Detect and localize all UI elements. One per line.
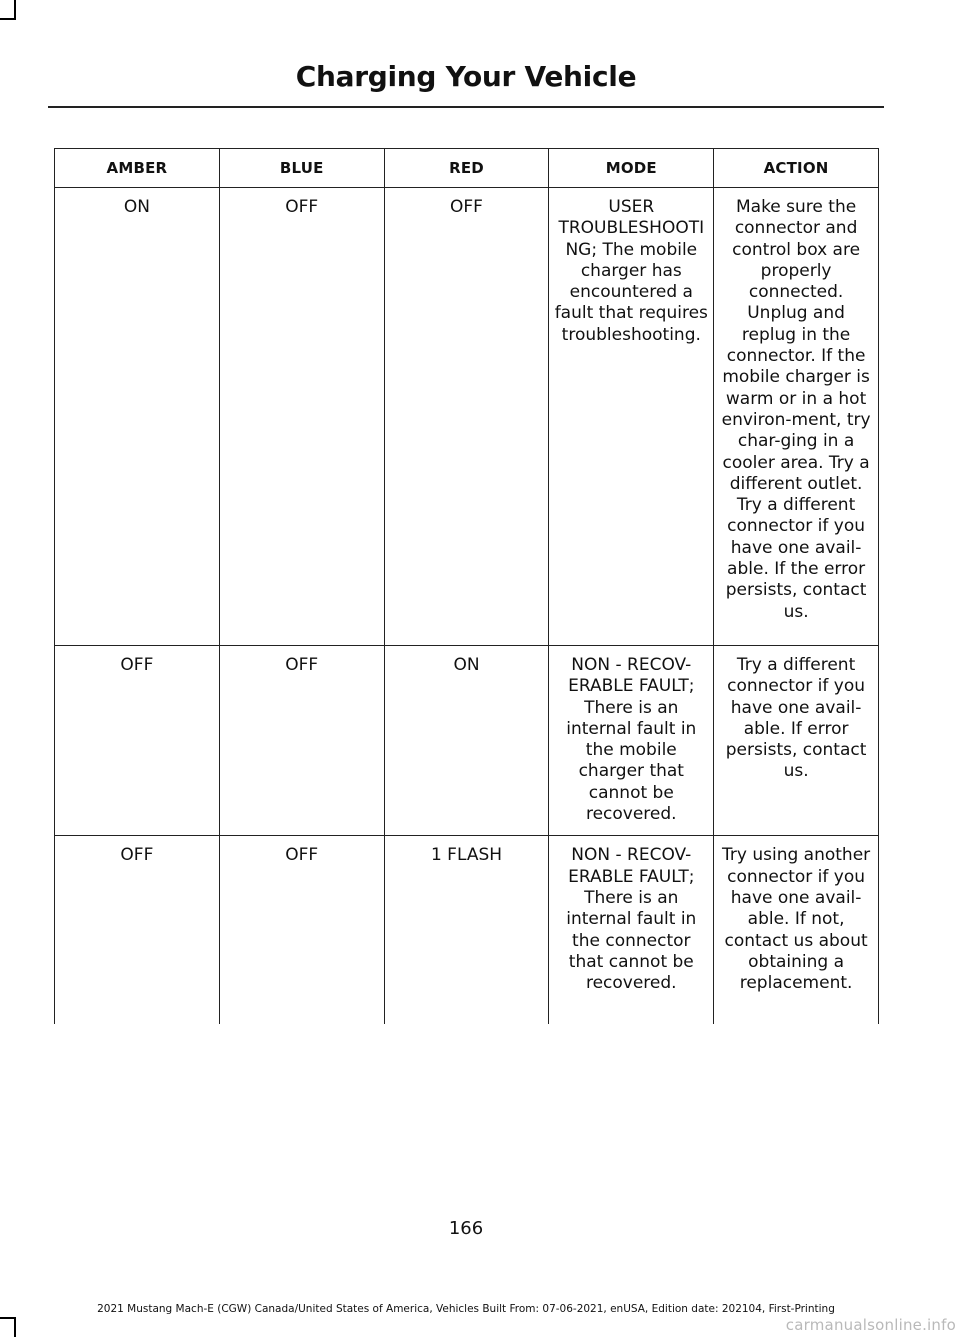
status-light-table bbox=[54, 148, 879, 1024]
column-header-mode: MODE bbox=[549, 149, 714, 188]
red-cell: OFF bbox=[384, 188, 549, 646]
red-cell: 1 FLASH bbox=[384, 836, 549, 1024]
column-header-blue: BLUE bbox=[219, 149, 384, 188]
action-cell: Make sure the connector and control box are properly connected. Unplug and replug in the connector. If the mobile charger is warm or in a hot environ-ment, try char-ging in a cooler area. Try a different outlet. Try a different connector if you have one avail-able. If the error persists, contact us. bbox=[714, 188, 879, 646]
column-header-action: ACTION bbox=[714, 149, 879, 188]
crop-mark bbox=[0, 18, 16, 20]
page-title: Charging Your Vehicle bbox=[295, 60, 637, 93]
mode-cell: NON - RECOV-ERABLE FAULT; There is an internal fault in the mobile charger that cannot be recovered. bbox=[549, 646, 714, 836]
page-number: 166 bbox=[448, 1218, 484, 1239]
table-header-row bbox=[55, 149, 879, 188]
amber-cell: OFF bbox=[55, 646, 220, 836]
watermark-logo: carmanualsonline.info bbox=[785, 1316, 956, 1334]
table-row bbox=[55, 836, 879, 1024]
table-row bbox=[55, 646, 879, 836]
crop-mark bbox=[0, 1317, 16, 1319]
title-divider bbox=[48, 106, 884, 108]
blue-cell: OFF bbox=[219, 646, 384, 836]
action-cell: Try a different connector if you have one avail-able. If error persists, contact us. bbox=[714, 646, 879, 836]
column-header-amber: AMBER bbox=[55, 149, 220, 188]
amber-cell: ON bbox=[55, 188, 220, 646]
footer-text: 2021 Mustang Mach-E (CGW) Canada/United States of America, Vehicles Built From: 07-06-2021, enUSA, Edition date: 202104, First-Printing bbox=[97, 1303, 835, 1315]
action-cell: Try using another connector if you have one avail-able. If not, contact us about obtaining a replacement. bbox=[714, 836, 879, 1024]
crop-mark bbox=[14, 0, 16, 20]
amber-cell: OFF bbox=[55, 836, 220, 1024]
column-header-red: RED bbox=[384, 149, 549, 188]
blue-cell: OFF bbox=[219, 188, 384, 646]
mode-cell: NON - RECOV-ERABLE FAULT; There is an internal fault in the connector that cannot be recovered. bbox=[549, 836, 714, 1024]
crop-mark bbox=[14, 1317, 16, 1337]
red-cell: ON bbox=[384, 646, 549, 836]
table-row bbox=[55, 188, 879, 646]
mode-cell: USER TROUBLESHOOTING; The mobile charger has encountered a fault that requires troubleshooting. bbox=[549, 188, 714, 646]
blue-cell: OFF bbox=[219, 836, 384, 1024]
